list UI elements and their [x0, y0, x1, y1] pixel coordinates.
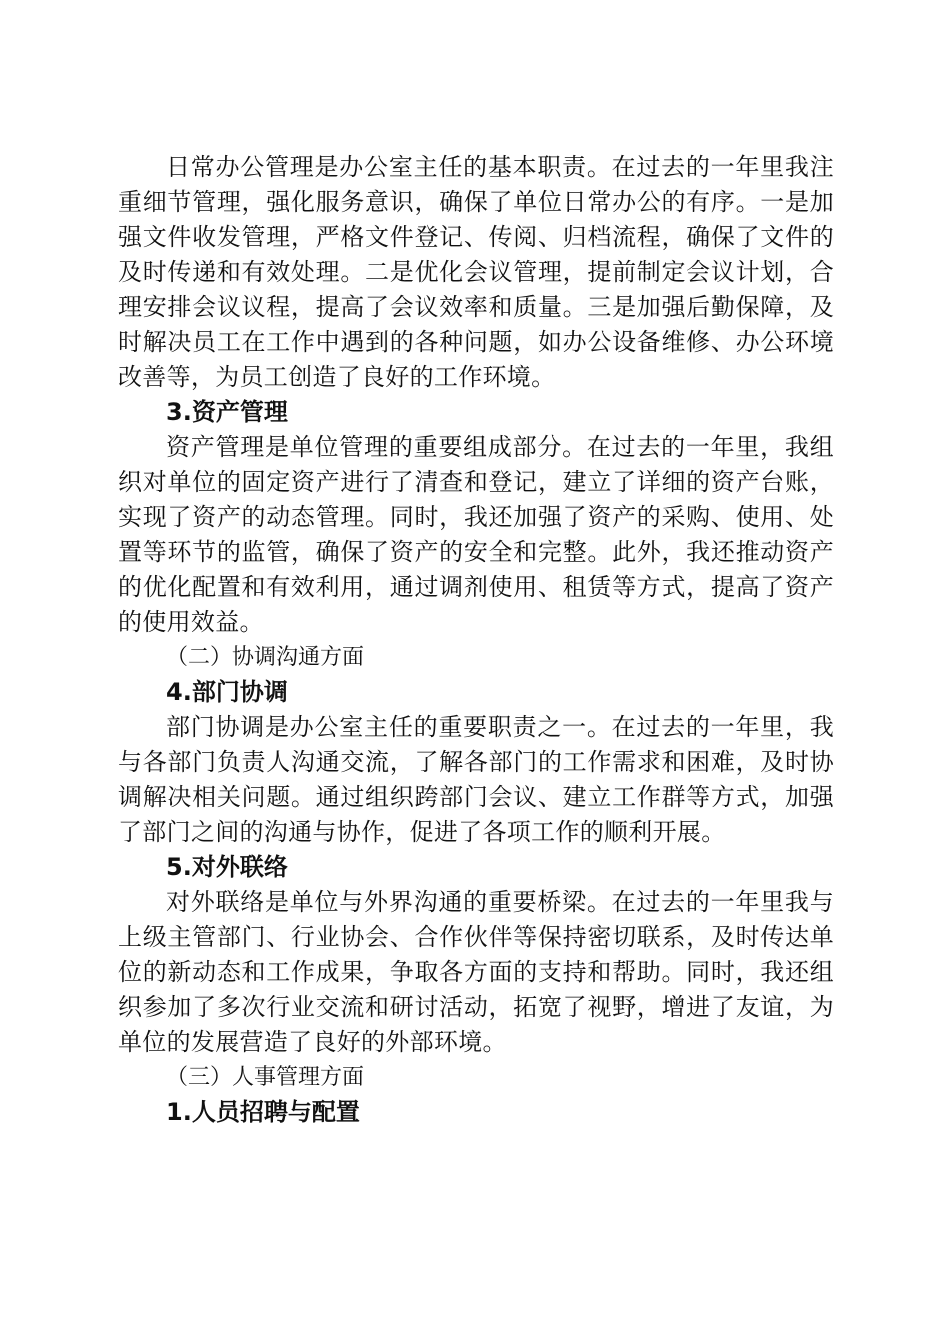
paragraph-external-liaison: 对外联络是单位与外界沟通的重要桥梁。在过去的一年里我与上级主管部门、行业协会、合作伙伴等保持密切联系，及时传达单位的新动态和工作成果，争取各方面的支持和帮助。同时，我还组织参加了多次行业交流和研讨活动，拓宽了视野，增进了友谊，为单位的发展营造了良好的外部环境。	[118, 888, 834, 1056]
heading-asset-management: 3.资产管理	[166, 398, 288, 426]
paragraph-daily-office: 日常办公管理是办公室主任的基本职责。在过去的一年里我注重细节管理，强化服务意识，确保了单位日常办公的有序。一是加强文件收发管理，严格文件登记、传阅、归档流程，确保了文件的及时传递和有效处理。二是优化会议管理，提前制定会议计划，合理安排会议议程，提高了会议效率和质量。三是加强后勤保障，及时解决员工在工作中遇到的各种问题，如办公设备维修、办公环境改善等，为员工创造了良好的工作环境。	[118, 153, 834, 391]
section-heading-coordination: （二）协调沟通方面	[166, 645, 365, 670]
section-heading-personnel: （三）人事管理方面	[166, 1065, 365, 1090]
heading-recruitment: 1.人员招聘与配置	[166, 1098, 360, 1126]
heading-department-coordination: 4.部门协调	[166, 678, 288, 706]
paragraph-department-coordination: 部门协调是办公室主任的重要职责之一。在过去的一年里，我与各部门负责人沟通交流，了解各部门的工作需求和困难，及时协调解决相关问题。通过组织跨部门会议、建立工作群等方式，加强了部门之间的沟通与协作，促进了各项工作的顺利开展。	[118, 713, 834, 846]
document-page	[118, 150, 834, 1130]
paragraph-asset-management: 资产管理是单位管理的重要组成部分。在过去的一年里，我组织对单位的固定资产进行了清查和登记，建立了详细的资产台账，实现了资产的动态管理。同时，我还加强了资产的采购、使用、处置等环节的监管，确保了资产的安全和完整。此外，我还推动资产的优化配置和有效利用，通过调剂使用、租赁等方式，提高了资产的使用效益。	[118, 433, 834, 636]
heading-external-liaison: 5.对外联络	[166, 853, 288, 881]
